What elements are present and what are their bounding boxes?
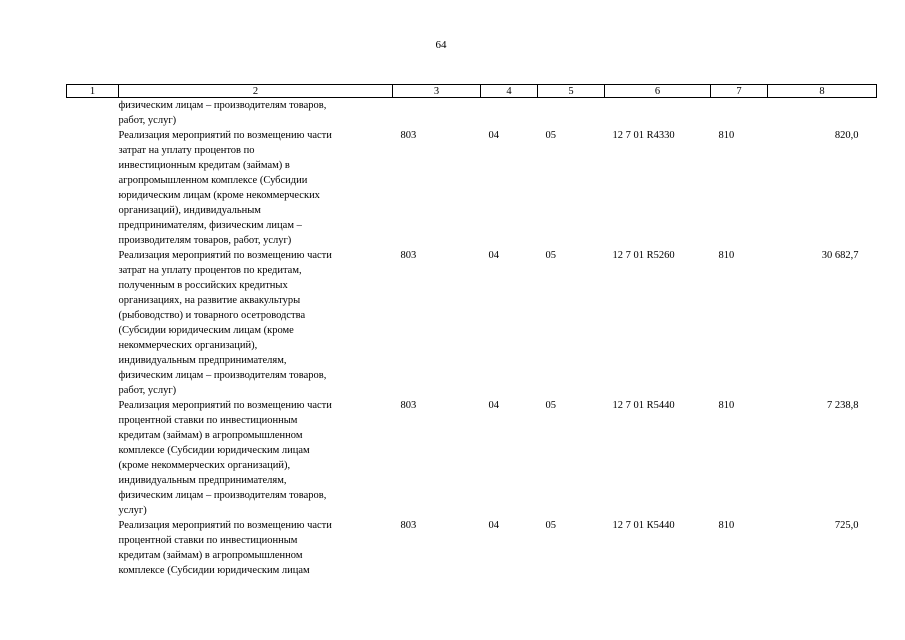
row-amount: 7 238,8: [827, 400, 859, 411]
row-ministry-code: 803: [400, 130, 417, 141]
row-description: Реализация мероприятий по возмещению части затрат на уплату процентов по кредитам, полученным в российских кредитных организациях, на развитие аквакультуры (рыбоводство) и товарного осетроводства (Субсидии юридическим лицам (кроме некоммерческих организаций), индивидуальным предпринимателям, физическим лицам – производителям товаров, работ, услуг): [118, 250, 332, 396]
row-ministry-code: 803: [400, 250, 417, 261]
continuation-row: [67, 98, 877, 129]
row-expense-type: 810: [718, 520, 735, 531]
header-col-1: 1: [67, 85, 119, 98]
row-subsection-code: 05: [545, 130, 556, 141]
row-ministry-code: 803: [400, 400, 417, 411]
row-subsection-code: 05: [545, 400, 556, 411]
row-expense-type: 810: [718, 130, 735, 141]
row-subsection-code: 05: [545, 250, 556, 261]
row-target-code: 12 7 01 R5440: [612, 400, 675, 411]
table-row: [67, 128, 877, 248]
page-number: 64: [435, 39, 447, 51]
header-col-3: 3: [393, 85, 481, 98]
table-row: [67, 518, 877, 578]
row-amount: 725,0: [834, 520, 859, 531]
header-col-6: 6: [605, 85, 711, 98]
header-col-2: 2: [119, 85, 393, 98]
row-amount: 30 682,7: [821, 250, 859, 261]
header-row: [67, 85, 877, 98]
header-col-4: 4: [481, 85, 538, 98]
row-target-code: 12 7 01 R5260: [612, 250, 675, 261]
row-description: Реализация мероприятий по возмещению части процентной ставки по инвестиционным кредитам (займам) в агропромышленном комплексе (Субсидии юридическим лицам: [118, 520, 332, 576]
row-ministry-code: 803: [400, 520, 417, 531]
header-col-8: 8: [768, 85, 877, 98]
row-description: Реализация мероприятий по возмещению части процентной ставки по инвестиционным кредитам (займам) в агропромышленном комплексе (Субсидии юридическим лицам (кроме некоммерческих организаций), индивидуальным предпринимателям, физическим лицам – производителям товаров, услуг): [118, 400, 332, 516]
continuation-text: физическим лицам – производителям товаров, работ, услуг): [118, 100, 327, 126]
row-subsection-code: 05: [545, 520, 556, 531]
budget-table: [66, 84, 877, 578]
header-col-5: 5: [538, 85, 605, 98]
table-row: [67, 398, 877, 518]
row-section-code: 04: [488, 520, 499, 531]
row-section-code: 04: [488, 130, 499, 141]
table-row: [67, 248, 877, 398]
row-section-code: 04: [488, 400, 499, 411]
row-target-code: 12 7 01 К5440: [612, 520, 675, 531]
row-section-code: 04: [488, 250, 499, 261]
row-target-code: 12 7 01 R4330: [612, 130, 675, 141]
row-description: Реализация мероприятий по возмещению части затрат на уплату процентов по инвестиционным кредитам (займам) в агропромышленном комплексе (Субсидии юридическим лицам (кроме некоммерческих организаций), индивидуальным предпринимателям, физическим лицам – производителям товаров, работ, услуг): [118, 130, 332, 246]
row-expense-type: 810: [718, 400, 735, 411]
row-amount: 820,0: [834, 130, 859, 141]
header-col-7: 7: [711, 85, 768, 98]
row-expense-type: 810: [718, 250, 735, 261]
